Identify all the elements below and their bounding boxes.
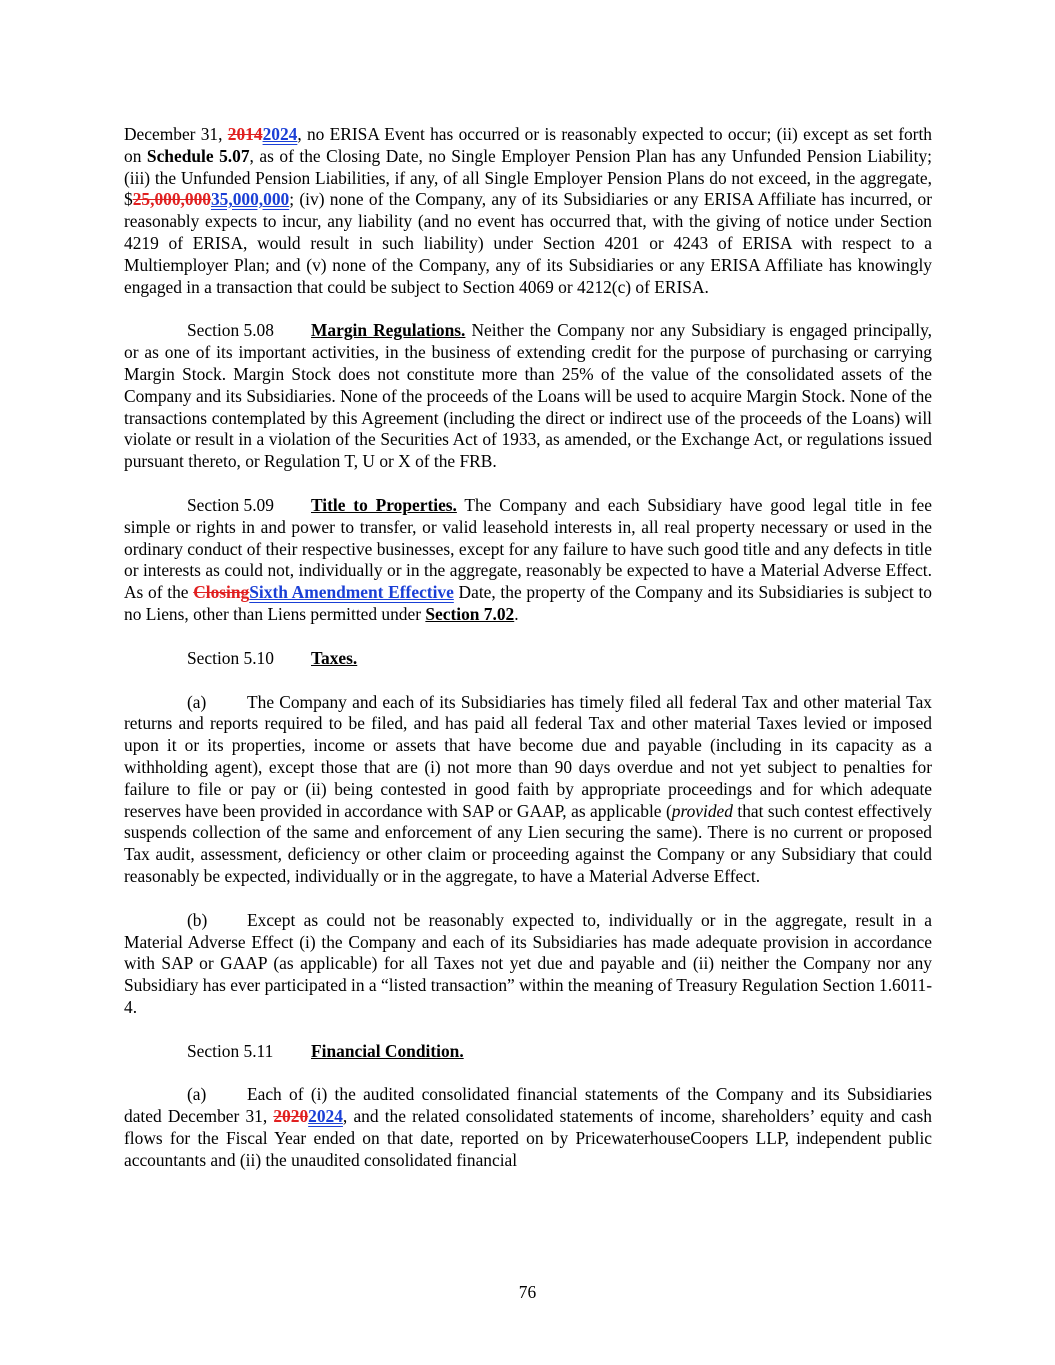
clause-number: (a) [187,1084,207,1105]
text-run: , as of the Closing Date, no Single Employer Pension Plan has any Unfunded Pension Liability; (iii) the Unfunded Pension Liabilities, if any, of all Single Employer Pension Plans do not exceed, in the aggregate, $ [124,145,932,210]
clause-body: Except as could not be reasonably expected to, individually or in the aggregate, result in a Material Adverse Effect (i) the Company and each of its Subsidiaries has made adequate provision in accordance with SAP or GAAP (as applicable) for all Taxes not yet due and payable and (ii) neither the Company nor any Subsidiary has ever participated in a “listed transaction” within the meaning of Treasury Regulation Section 1.6011-4. [124,909,932,1017]
section-body: The Company and each Subsidiary have good legal title in fee simple or rights in and power to transfer, or valid leasehold interests in, all real property necessary or used in the ordinary conduct of their respective businesses, except for any failure to have such good title and any defects in title or interests as could not, individually or in the aggregate, reasonably be expected to have a Material Adverse Effect. As of the [124,494,932,603]
section-heading: Title to Properties. [311,494,457,515]
text-run: ; (iv) none of the Company, any of its Subsidiaries or any ERISA Affiliate has incurred, or reasonably expects to incur, any liability (and no event has occurred that, with the giving of notice under Section 4219 of ERISA, would result in such liability) under Section 4201 or 4243 of ERISA with respect to a Multiemployer Plan; and (v) none of the Company, any of its Subsidiaries or any ERISA Affiliate has knowingly engaged in a transaction that could be subject to Section 4069 or 4212(c) of ERISA. [124,189,932,297]
paragraph-erisa-continued [124,124,932,298]
document-page [124,124,932,1172]
section-5-11-heading [124,1041,932,1063]
section-5-09 [124,495,932,626]
clause-body: The Company and each of its Subsidiaries has timely filed all federal Tax and other material Tax returns and reports required to be filed, and has paid all federal Tax and other material Taxes levied or imposed upon it or its properties, income or assets that have become due and payable (including in its capacity as a withholding agent), except those that are (i) not more than 90 days overdue and not yet subject to penalties for failure to file or pay or (ii) being contested in good faith by appropriate proceedings and for which adequate reserves have been provided in accordance with SAP or GAAP, as applicable ( [124,691,932,821]
deleted-text: Closing [193,582,250,603]
section-number: Section 5.09 [187,494,274,515]
inserted-text: 35,000,000 [210,189,290,210]
section-5-08 [124,320,932,473]
deleted-text: 2020 [273,1106,309,1127]
section-number: Section 5.10 [187,647,274,668]
inserted-text: 2024 [308,1106,343,1127]
section-number: Section 5.08 [187,320,274,341]
clause-number: (a) [187,691,207,712]
clause-body: Each of (i) the audited consolidated financial statements of the Company and its Subsidiaries dated December 31, [124,1084,932,1127]
clause-number: (b) [187,909,208,930]
inserted-text: 2024 [262,124,298,144]
section-5-10-heading [124,648,932,670]
section-5-10-b [124,910,932,1019]
section-heading: Financial Condition. [311,1040,464,1061]
text-run: December 31, [124,124,228,144]
italic-term: provided [671,800,733,821]
inserted-text: Sixth Amendment Effective [249,582,454,603]
page-number: 76 [518,1282,537,1302]
section-reference: Section 7.02 [425,603,515,624]
section-5-11-a [124,1084,932,1171]
schedule-reference: Schedule 5.07 [146,145,250,166]
deleted-text: 25,000,000 [132,189,211,210]
deleted-text: 2014 [227,124,263,144]
section-5-10-a [124,692,932,888]
section-heading: Margin Regulations. [311,320,466,341]
clause-body: that such contest effectively suspends collection of the same and enforcement of any Lien securing the same). There is no current or proposed Tax audit, assessment, deficiency or other claim or proceeding against the Company or any Subsidiary that could reasonably be expected, individually or in the aggregate, to have a Material Adverse Effect. [124,800,932,886]
section-number: Section 5.11 [187,1040,274,1061]
clause-body: , and the related consolidated statements of income, shareholders’ equity and cash flows for the Fiscal Year ended on that date, reported on by PricewaterhouseCoopers LLP, independent public accountants and (ii) the unaudited consolidated financial [124,1106,932,1170]
section-body: Neither the Company nor any Subsidiary is engaged principally, or as one of its important activities, in the business of extending credit for the purpose of purchasing or carrying Margin Stock. Margin Stock does not constitute more than 25% of the value of the consolidated assets of the Company and its Subsidiaries. None of the proceeds of the Loans will be used to acquire Margin Stock. None of the transactions contemplated by this Agreement (including the direct or indirect use of the proceeds of the Loans) will violate or result in a violation of the Securities Act of 1933, as amended, or the Exchange Act, or regulations issued pursuant thereto, or Regulation T, U or X of the FRB. [124,320,932,472]
text-run: , no ERISA Event has occurred or is reasonably expected to occur; (ii) except as set forth on [124,124,933,166]
section-body: Date, the property of the Company and its Subsidiaries is subject to no Liens, other than Liens permitted under [124,582,932,624]
section-heading: Taxes. [311,647,358,668]
text-run: . [514,603,519,624]
